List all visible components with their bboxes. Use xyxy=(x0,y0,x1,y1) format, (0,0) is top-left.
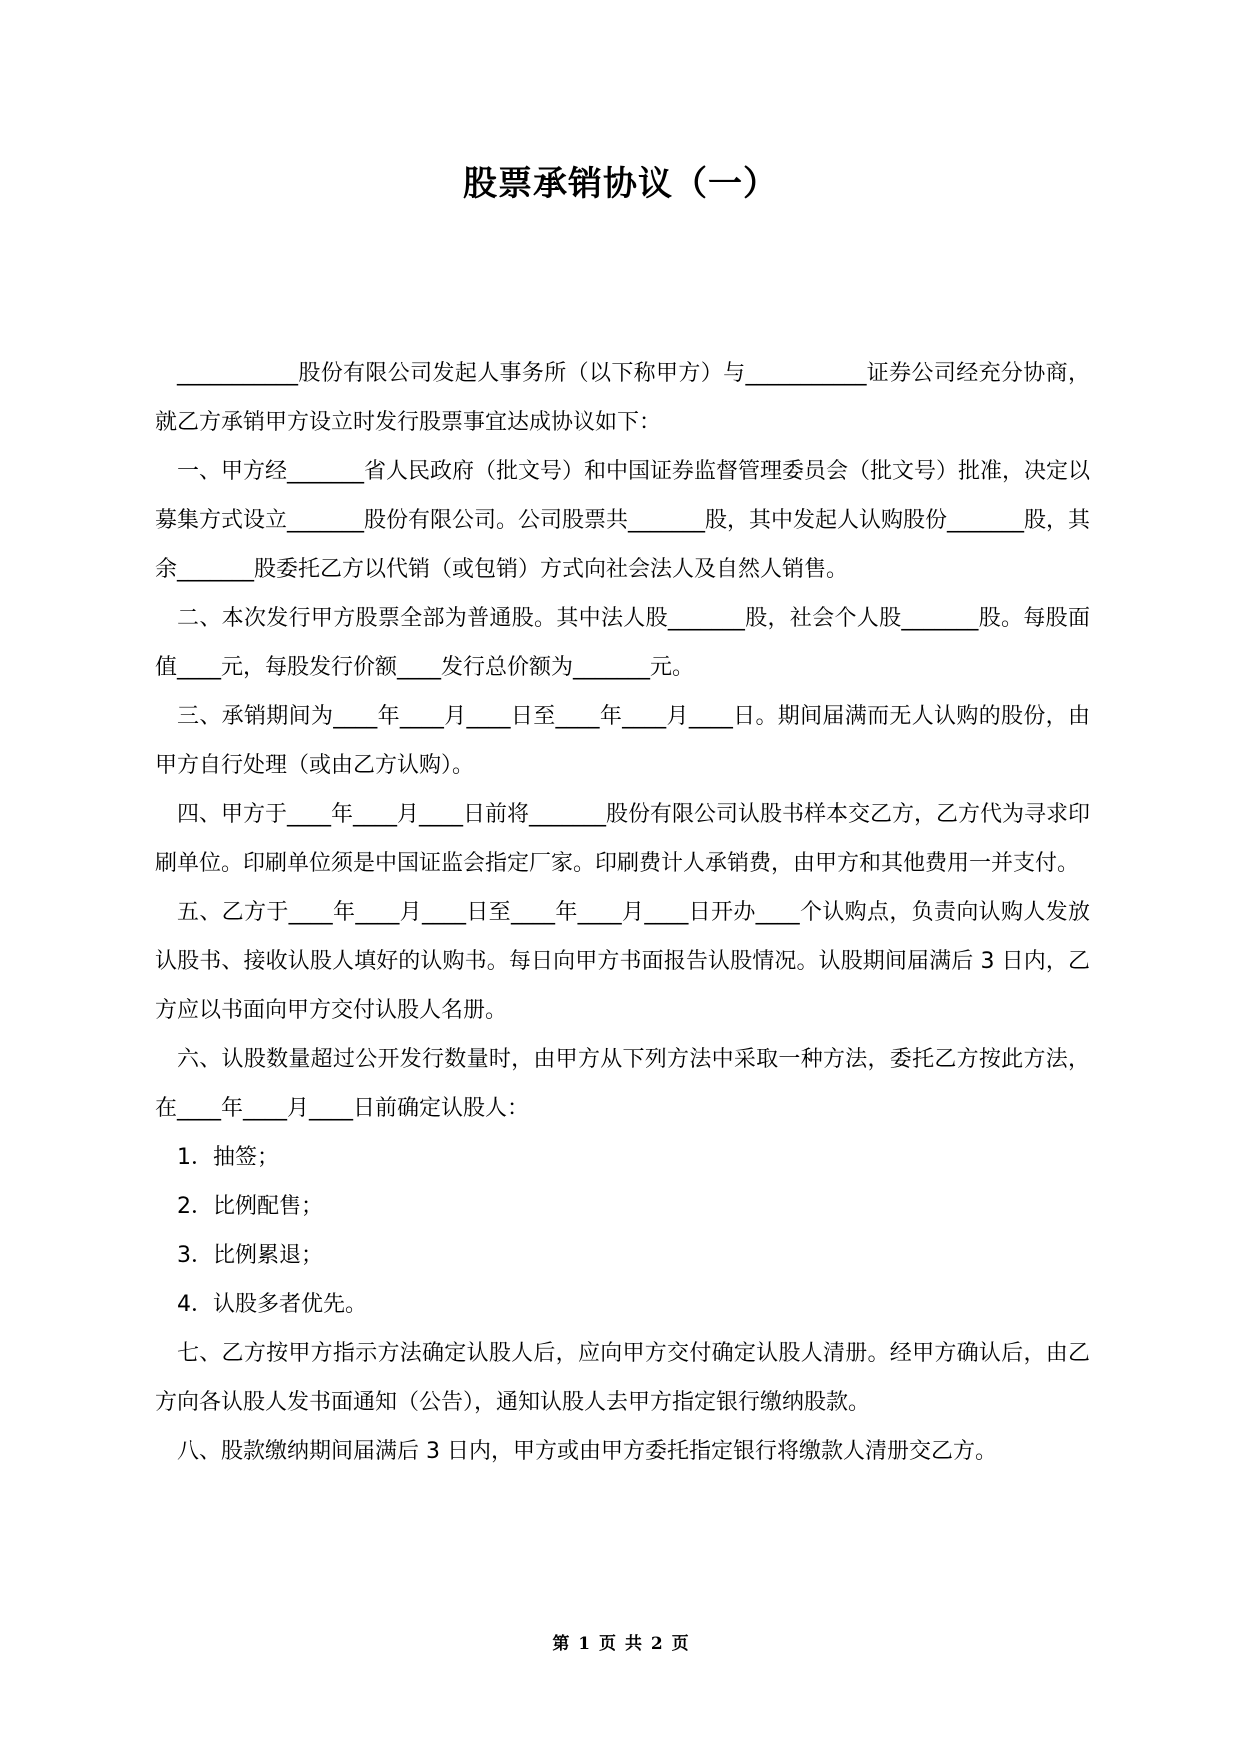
method-list-item: 2．比例配售； xyxy=(177,1194,323,1219)
method-list-item: 1．抽签； xyxy=(177,1145,279,1170)
clause-1-paragraph: 一、甲方经_______省人民政府（批文号）和中国证券监督管理委员会（批文号）批准，决定以募集方式设立_______股份有限公司。公司股票共_______股，其中发起人认购股份_______股，其余_______股委托乙方以代销（或包销）方式向社会法人及自然人销售。 xyxy=(155,459,1091,582)
clause-4-paragraph: 四、甲方于____年____月____日前将_______股份有限公司认股书样本交乙方，乙方代为寻求印刷单位。印刷单位须是中国证监会指定厂家。印刷费计人承销费，由甲方和其他费用一并支付。 xyxy=(155,802,1091,876)
method-list-item: 4．认股多者优先。 xyxy=(177,1292,367,1317)
clause-5-paragraph: 五、乙方于____年____月____日至____年____月____日开办____个认购点，负责向认购人发放认股书、接收认股人填好的认购书。每日向甲方书面报告认股情况。认股期间届满后 3 日内，乙方应以书面向甲方交付认股人名册。 xyxy=(155,900,1090,1023)
clause-6-paragraph: 六、认股数量超过公开发行数量时，由甲方从下列方法中采取一种方法，委托乙方按此方法，在____年____月____日前确定认股人： xyxy=(155,1047,1090,1121)
clause-2-paragraph: 二、本次发行甲方股票全部为普通股。其中法人股_______股，社会个人股_______股。每股面值____元，每股发行价额____发行总价额为_______元。 xyxy=(155,606,1090,680)
document-body xyxy=(155,349,1090,1476)
document-title: 股票承销协议（一） xyxy=(463,164,778,204)
clause-3-paragraph: 三、承销期间为____年____月____日至____年____月____日。期间届满而无人认购的股份，由甲方自行处理（或由乙方认购）。 xyxy=(155,704,1090,778)
clause-8-paragraph: 八、股款缴纳期间届满后 3 日内，甲方或由甲方委托指定银行将缴款人清册交乙方。 xyxy=(177,1439,997,1464)
clause-7-paragraph: 七、乙方按甲方指示方法确定认股人后，应向甲方交付确定认股人清册。经甲方确认后，由乙方向各认股人发书面通知（公告），通知认股人去甲方指定银行缴纳股款。 xyxy=(155,1341,1090,1415)
preamble-paragraph: ___________股份有限公司发起人事务所（以下称甲方）与___________证券公司经充分协商，就乙方承销甲方设立时发行股票事宜达成协议如下： xyxy=(155,361,1090,435)
page-number-footer: 第 1 页 共 2 页 xyxy=(552,1634,689,1654)
method-list-item: 3．比例累退； xyxy=(177,1243,323,1268)
